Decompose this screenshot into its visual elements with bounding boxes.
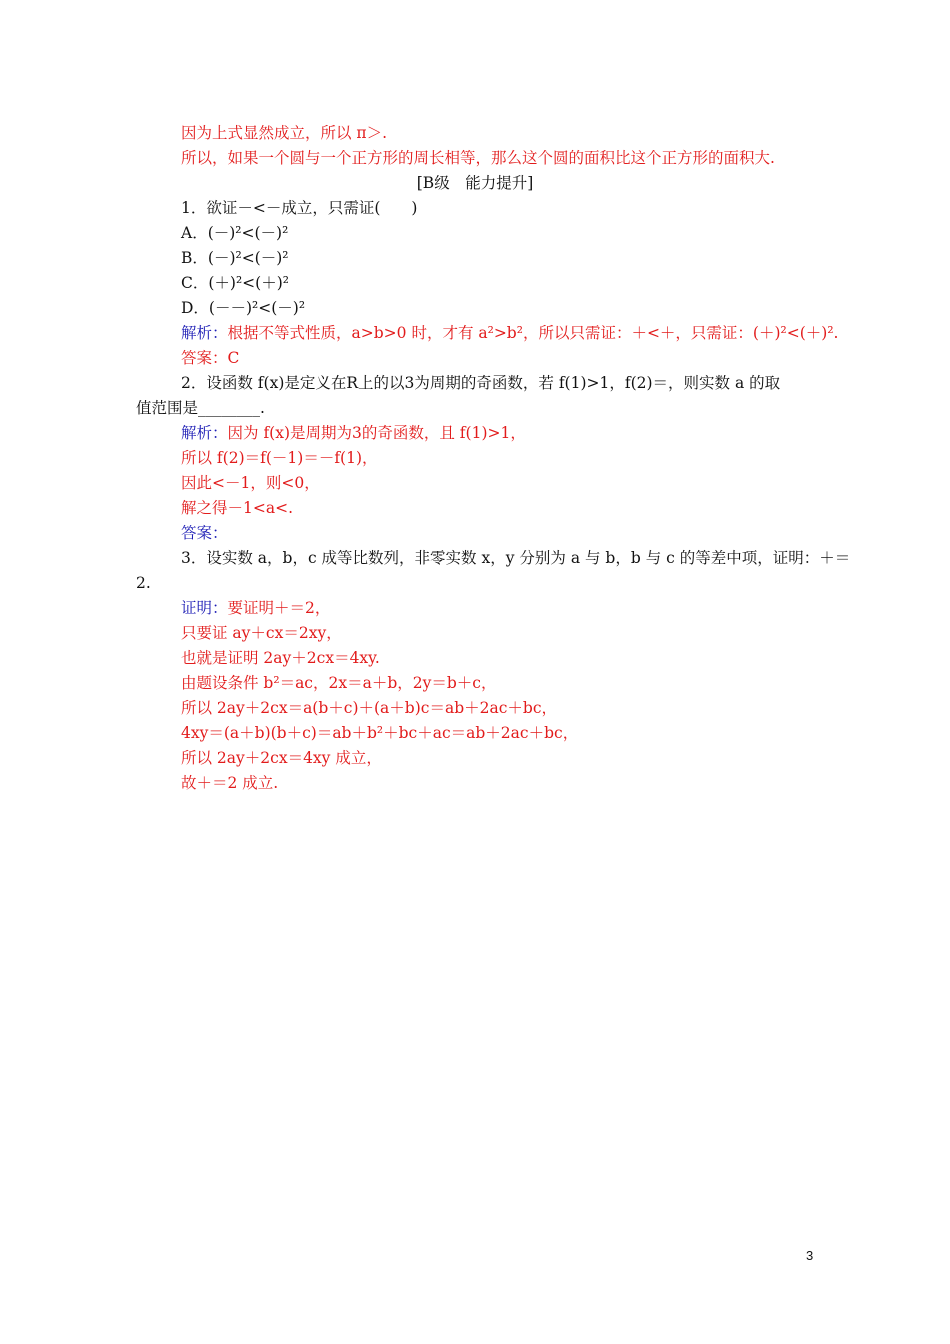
- question-3: 3．设实数 a，b，c 成等比数列，非零实数 x，y 分别为 a 与 b，b 与 c 的等差中项，证明：＋＝: [181, 549, 851, 567]
- answer-1: 答案：C: [181, 349, 240, 367]
- analysis-label: 解析：: [181, 324, 228, 342]
- analysis-label: 解析：: [181, 424, 228, 442]
- proof-line: 也就是证明 2ay＋2cx＝4xy.: [181, 649, 380, 667]
- proof-3: [181, 598, 330, 618]
- proof-label: 证明：: [181, 599, 228, 617]
- section-heading: [B级 能力提升]: [416, 174, 534, 192]
- analysis-1: [181, 323, 838, 343]
- proof-line: 4xy＝(a＋b)(b＋c)＝ab＋b²＋bc＋ac＝ab＋2ac＋bc，: [181, 724, 579, 742]
- proof-line: 故＋＝2 成立.: [181, 774, 279, 792]
- proof-line: 只要证 ay＋cx＝2xy，: [181, 624, 342, 642]
- proof-line: 所以 2ay＋2cx＝a(b＋c)＋(a＋b)c＝ab＋2ac＋bc，: [181, 699, 557, 717]
- page-number: 3: [806, 1248, 814, 1263]
- analysis-text: 根据不等式性质，a>b>0 时，才有 a²>b²，所以只需证：＋<＋，只需证：(＋)²<(＋)².: [227, 324, 839, 342]
- question-2: 2．设函数 f(x)是定义在R上的以3为周期的奇函数，若 f(1)>1，f(2)＝，则实数 a 的取: [181, 374, 781, 392]
- question-2-cont: 值范围是________.: [136, 399, 265, 417]
- option-a: A．(－)²<(－)²: [181, 224, 289, 242]
- text-line-2: 所以，如果一个圆与一个正方形的周长相等，那么这个圆的面积比这个正方形的面积大.: [181, 149, 775, 167]
- option-d: D．(－－)²<(－)²: [181, 299, 306, 317]
- question-3-cont: 2.: [136, 574, 151, 592]
- analysis-2: [181, 423, 526, 443]
- option-b: B．(－)²<(－)²: [181, 249, 289, 267]
- analysis-2-line: 所以 f(2)＝f(－1)＝－f(1)，: [181, 449, 378, 467]
- answer-2: 答案：: [181, 524, 228, 542]
- option-c: C．(＋)²<(＋)²: [181, 274, 289, 292]
- proof-text: 要证明＋＝2，: [227, 599, 331, 617]
- proof-line: 由题设条件 b²＝ac，2x＝a＋b，2y＝b＋c，: [181, 674, 497, 692]
- question-1: 1．欲证－<－成立，只需证( ): [181, 199, 418, 217]
- analysis-2-line: 因此<－1，则<0，: [181, 474, 320, 492]
- text-line-1: 因为上式显然成立，所以 π＞.: [181, 124, 388, 142]
- proof-line: 所以 2ay＋2cx＝4xy 成立，: [181, 749, 382, 767]
- analysis-2-line: 解之得－1<a<.: [181, 499, 294, 517]
- analysis-text: 因为 f(x)是周期为3的奇函数，且 f(1)>1，: [227, 424, 526, 442]
